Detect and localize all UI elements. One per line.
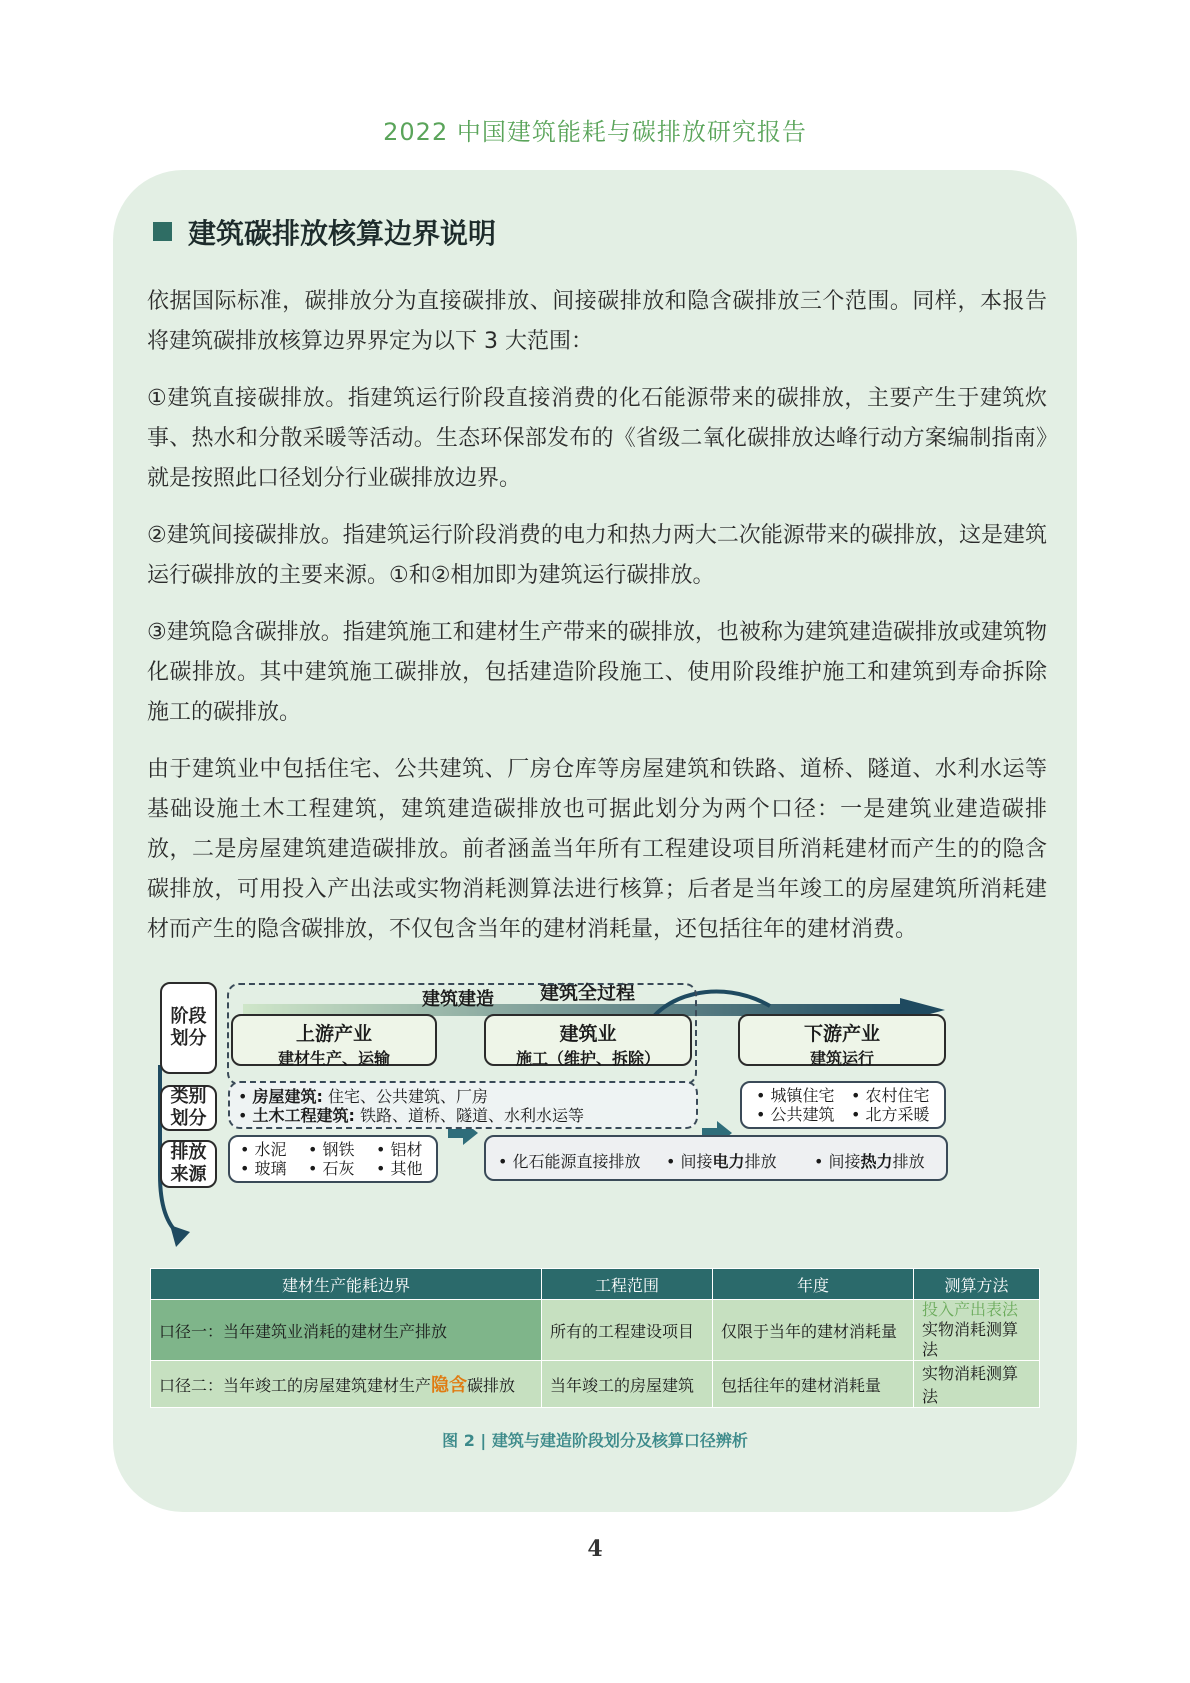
table-cell: 口径二：当年竣工的房屋建筑建材生产隐含碳排放 [151,1361,542,1408]
upstream-box [231,1014,437,1066]
down-types-row: • 公共建筑 • 北方采暖 [756,1105,930,1124]
op-source: • 化石能源直接排放 [498,1152,641,1171]
down-types-row: • 城镇住宅 • 农村住宅 [756,1086,930,1105]
category-house: • 房屋建筑: 住宅、公共建筑、厂房 [238,1087,489,1106]
boundary-table [150,1268,1040,1408]
construction-title: 建筑业 [559,1023,617,1045]
paragraph: 依据国际标准，碳排放分为直接碳排放、间接碳排放和隐含碳排放三个范围。同样，本报告将建筑碳排放核算边界界定为以下 3 大范围： [147,289,1047,354]
table-cell: 实物消耗测算法 [914,1361,1040,1408]
upstream-title: 上游产业 [295,1023,372,1045]
report-header: 2022 中国建筑能耗与碳排放研究报告 [383,118,807,146]
page-number: 4 [587,1536,603,1562]
paragraph: ①建筑直接碳排放。指建筑运行阶段直接消费的化石能源带来的碳排放，主要产生于建筑炊事、热水和分散采暖等活动。生态环保部发布的《省级二氧化碳排放达峰行动方案编制指南》就是按照此口径划分行业碳排放边界。 [147,386,1047,491]
process-label: 建筑全过程 [540,982,636,1004]
materials-row: • 水泥 • 钢铁 • 铝材 [240,1140,423,1159]
downstream-types-box [740,1081,946,1129]
table-cell: 仅限于当年的建材消耗量 [713,1300,914,1361]
paragraph: 由于建筑业中包括住宅、公共建筑、厂房仓库等房屋建筑和铁路、道桥、隧道、水利水运等基础设施土木工程建筑，建筑建造碳排放也可据此划分为两个口径：一是建筑业建造碳排放，二是房屋建筑建造碳排放。前者涵盖当年所有工程建设项目所消耗建材而产生的的隐含碳排放，可用投入产出法或实物消耗测算法进行核算；后者是当年竣工的房屋建筑所消耗建材而产生的隐含碳排放，不仅包含当年的建材消耗量，还包括往年的建材消费。 [147,757,1047,942]
side-arrow-head-icon [170,1225,190,1247]
table-header: 建材生产能耗边界 [151,1269,542,1300]
table-header: 年度 [713,1269,914,1300]
category-box [228,1081,698,1129]
upstream-sub: 建材生产、运输 [277,1049,390,1068]
materials-box [228,1135,438,1183]
figure-diagram [140,982,1050,1406]
table-cell [914,1300,1040,1361]
method-physical: 实物消耗测算法 [922,1320,1019,1359]
table-cell: 当年竣工的房屋建筑 [542,1361,713,1408]
row-label-emission: 排放来源 [160,1140,217,1188]
figure-caption: 图 2 | 建筑与建造阶段划分及核算口径辨析 [442,1431,748,1450]
section-title: 建筑碳排放核算边界说明 [188,217,497,250]
row-label-category: 类别划分 [160,1085,217,1131]
downstream-sub: 建筑运行 [809,1049,874,1068]
construction-sub: 施工（维护、拆除） [515,1049,660,1068]
body-text [147,282,1047,967]
table-cell: 口径一：当年建筑业消耗的建材生产排放 [151,1300,542,1361]
table-row [151,1300,1040,1361]
square-bullet-icon [153,222,172,241]
section-heading [153,212,496,252]
method-io: 投入产出表法 [922,1300,1019,1319]
category-civil: • 土木工程建筑: 铁路、道桥、隧道、水利水运等 [238,1106,585,1125]
table-header-row [151,1269,1040,1300]
construction-box [484,1014,692,1066]
op-source: • 间接电力排放 [666,1152,777,1171]
row-label-stage: 阶段划分 [160,982,217,1074]
paragraph: ③建筑隐含碳排放。指建筑施工和建材生产带来的碳排放，也被称为建筑建造碳排放或建筑物化碳排放。其中建筑施工碳排放，包括建造阶段施工、使用阶段维护施工和建筑到寿命拆除施工的碳排放。 [147,620,1047,725]
downstream-box [738,1014,946,1066]
table-header: 测算方法 [914,1269,1040,1300]
table-cell: 所有的工程建设项目 [542,1300,713,1361]
construction-label: 建筑建造 [422,989,494,1010]
downstream-title: 下游产业 [803,1023,880,1045]
table-row [151,1361,1040,1408]
op-source: • 间接热力排放 [814,1152,925,1171]
table-header: 工程范围 [542,1269,713,1300]
table-cell: 包括往年的建材消耗量 [713,1361,914,1408]
materials-row: • 玻璃 • 石灰 • 其他 [240,1159,423,1178]
operation-sources-box [484,1135,948,1181]
paragraph: ②建筑间接碳排放。指建筑运行阶段消费的电力和热力两大二次能源带来的碳排放，这是建筑运行碳排放的主要来源。①和②相加即为建筑运行碳排放。 [147,523,1047,588]
